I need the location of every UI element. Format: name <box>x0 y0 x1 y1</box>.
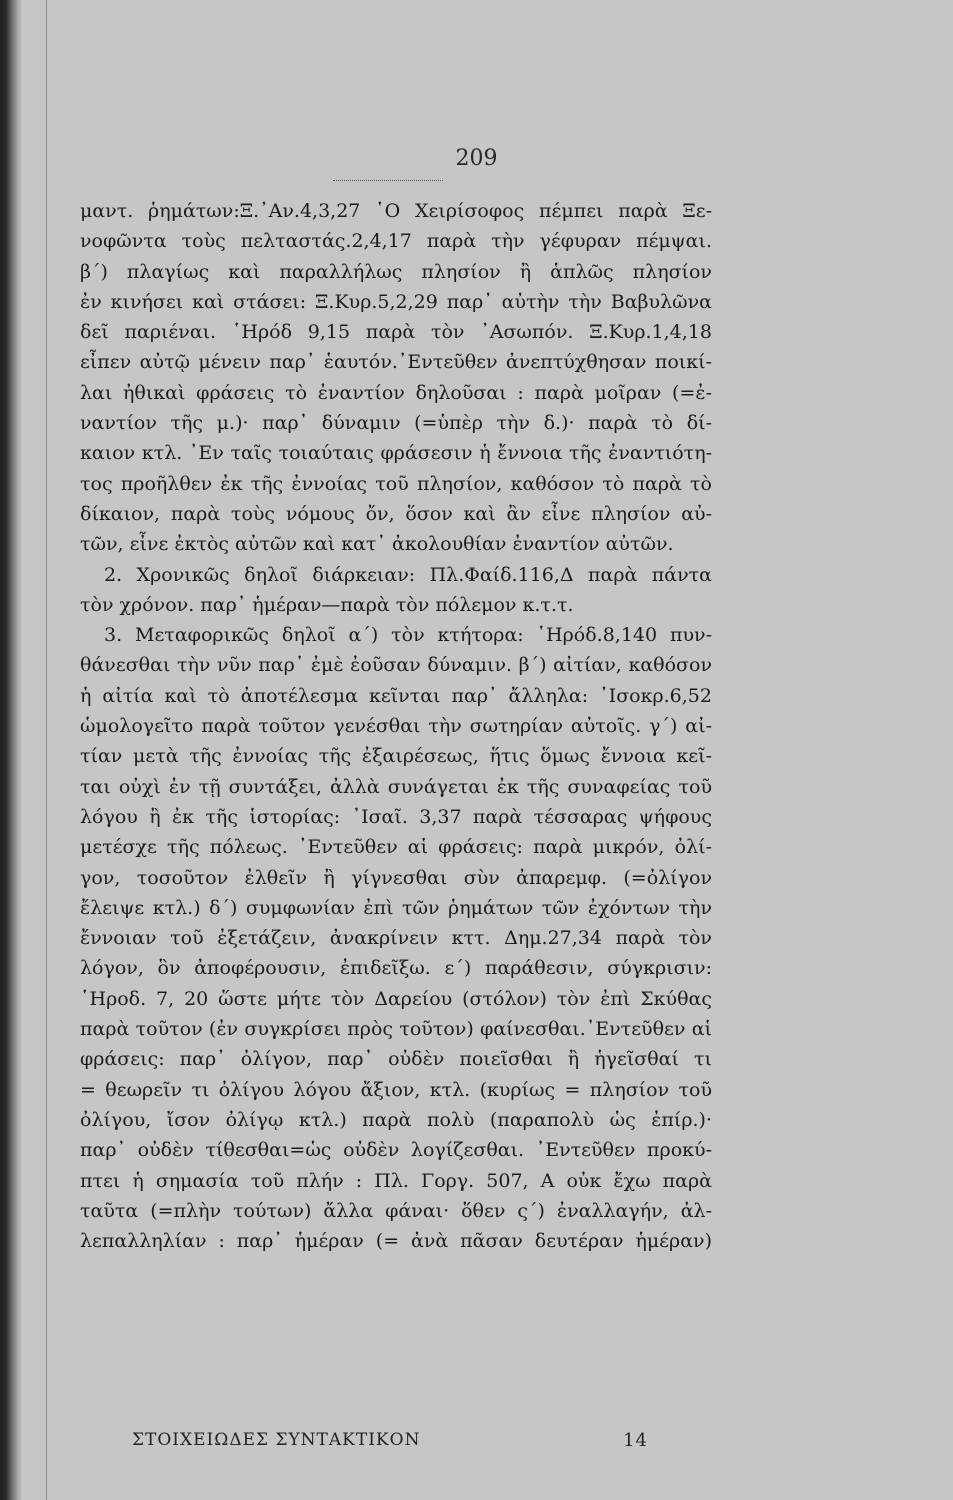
text-line: ται οὐχὶ ἐν τῇ συντάξει, ἀλλὰ συνάγεται ἐκ τῆς συναφείας τοῦ <box>80 775 712 798</box>
text-line: 3. Μεταφορικῶς δηλοῖ α΄) τὸν κτήτορα: ῾Ηρόδ.8,140 πυν- <box>104 624 712 647</box>
text-line: λόγου ἢ ἐκ τῆς ἱστορίας: ᾿Ισαῖ. 3,37 παρὰ τέσσαρας ψήφους <box>80 805 712 828</box>
text-line: ῾Ηροδ. 7, 20 ὥστε μήτε τὸν Δαρείου (στόλον) τὸν ἐπὶ Σκύθας <box>80 987 712 1010</box>
text-line: θάνεσθαι τὴν νῦν παρ᾿ ἐμὲ ἐοῦσαν δύναμιν. β΄) αἰτίαν, καθόσον <box>80 654 712 677</box>
signature-mark: 14 <box>623 1430 648 1451</box>
text-line: παρὰ τοῦτον (ἐν συγκρίσει πρὸς τοῦτον) φαίνεσθαι.᾿Εντεῦθεν αἱ <box>80 1018 712 1041</box>
text-line: καιον κτλ. ᾿Εν ταῖς τοιαύταις φράσεσιν ἡ ἔννοια τῆς ἐναντιότη- <box>80 442 712 465</box>
footer-book-title: ΣΤΟΙΧΕΙΩΔΕΣ ΣΥΝΤΑΚΤΙΚΟΝ <box>132 1430 421 1450</box>
text-line: ἔλειψε κτλ.) δ΄) συμφωνίαν ἐπὶ τῶν ῥημάτων τῶν ἐχόντων τὴν <box>80 896 712 919</box>
text-line: ὀλίγου, ἴσον ὀλίγῳ κτλ.) παρὰ πολὺ (παραπολὺ ὡς ἐπίρ.)· <box>80 1108 712 1131</box>
text-line: ἔννοιαν τοῦ ἐξετάζειν, ἀνακρίνειν κττ. Δημ.27,34 παρὰ τὸν <box>80 927 712 950</box>
text-line: λεπαλληλίαν : παρ᾿ ἡμέραν (= ἀνὰ πᾶσαν δευτέραν ἡμέραν) <box>80 1230 712 1253</box>
text-line: ἐν κινήσει καὶ στάσει: Ξ.Κυρ.5,2,29 παρ᾿ αὐτὴν τὴν Βαβυλῶνα <box>80 290 712 313</box>
body-text <box>80 196 712 1256</box>
text-line: δεῖ παριέναι. ῾Ηρόδ 9,15 παρὰ τὸν ᾿Ασωπόν. Ξ.Κυρ.1,4,18 <box>80 321 712 344</box>
text-line: ἡ αἰτία καὶ τὸ ἀποτέλεσμα κεῖνται παρ᾿ ἄλληλα: ᾿Ισοκρ.6,52 <box>80 684 712 707</box>
text-line: νοφῶντα τοὺς πελταστάς.2,4,17 παρὰ τὴν γέφυραν πέμψαι. <box>80 230 712 253</box>
text-line: εἶπεν αὐτῷ μένειν παρ᾿ ἑαυτόν.᾿Εντεῦθεν ἀνεπτύχθησαν ποικί- <box>80 351 712 374</box>
text-line: ναντίον τῆς μ.)· παρ᾿ δύναμιν (=ὑπὲρ τὴν δ.)· παρὰ τὸ δί- <box>80 412 712 435</box>
text-line: ταῦτα (=πλὴν τούτων) ἄλλα φάναι· ὅθεν ς΄) ἐναλλαγήν, ἀλ- <box>80 1199 712 1222</box>
text-line: λόγον, ὃν ἀποφέρουσιν, ἐπιδεῖξω. ε΄) παράθεσιν, σύγκρισιν: <box>80 957 712 980</box>
text-line: τὸν χρόνον. παρ᾿ ἡμέραν—παρὰ τὸν πόλεμον κ.τ.τ. <box>80 593 574 616</box>
text-line: τος προῆλθεν ἐκ τῆς ἐννοίας τοῦ πλησίον, καθόσον τὸ παρὰ τὸ <box>80 472 712 495</box>
page-number: 209 <box>455 146 498 171</box>
text-line: γον, τοσοῦτον ἐλθεῖν ἢ γίγνεσθαι σὺν ἀπαρεμφ. (=ὀλίγον <box>80 866 712 889</box>
text-line: β΄) πλαγίως καὶ παραλλήλως πλησίον ἢ ἁπλῶς πλησίον <box>80 260 712 283</box>
text-line: μετέσχε τῆς πόλεως. ᾿Εντεῦθεν αἱ φράσεις: παρὰ μικρόν, ὀλί- <box>80 836 712 859</box>
text-line: τῶν, εἶνε ἐκτὸς αὐτῶν καὶ κατ᾿ ἀκολουθίαν ἐναντίον αὐτῶν. <box>80 533 674 556</box>
page-footer <box>132 1430 652 1451</box>
text-line: = θεωρεῖν τι ὀλίγου λόγου ἄξιον, κτλ. (κυρίως = πλησίον τοῦ <box>80 1078 712 1101</box>
binding-shadow <box>0 0 22 1500</box>
text-line: ὡμολογεῖτο παρὰ τοῦτον γενέσθαι τὴν σωτηρίαν αὐτοῖς. γ΄) αἰ- <box>80 715 712 738</box>
text-line: λαι ἠθικαὶ φράσεις τὸ ἐναντίον δηλοῦσαι : παρὰ μοῖραν (=ἐ- <box>80 381 712 404</box>
text-line: πτει ἡ σημασία τοῦ πλήν : Πλ. Γοργ. 507, Α οὐκ ἔχω παρὰ <box>80 1169 712 1192</box>
text-line: μαντ. ῥημάτων:Ξ.᾿Αν.4,3,27 ῾Ο Χειρίσοφος πέμπει παρὰ Ξε- <box>80 200 712 222</box>
text-line: 2. Χρονικῶς δηλοῖ διάρκειαν: Πλ.Φαίδ.116,Δ παρὰ πάντα <box>104 563 712 586</box>
header-rule <box>333 180 443 181</box>
binding-edge-line <box>46 0 47 1500</box>
text-line: φράσεις: παρ᾿ ὀλίγον, παρ᾿ οὐδὲν ποιεῖσθαι ἢ ἡγεῖσθαί τι <box>80 1048 712 1071</box>
text-line: τίαν μετὰ τῆς ἐννοίας τῆς ἐξαιρέσεως, ἥτις ὅμως ἔννοια κεῖ- <box>80 745 712 768</box>
text-line: δίκαιον, παρὰ τοὺς νόμους ὄν, ὅσον καὶ ἂν εἶνε πλησίον αὐ- <box>80 502 712 525</box>
text-line: παρ᾿ οὐδὲν τίθεσθαι=ὡς οὐδὲν λογίζεσθαι. ᾿Εντεῦθεν προκύ- <box>80 1139 712 1162</box>
